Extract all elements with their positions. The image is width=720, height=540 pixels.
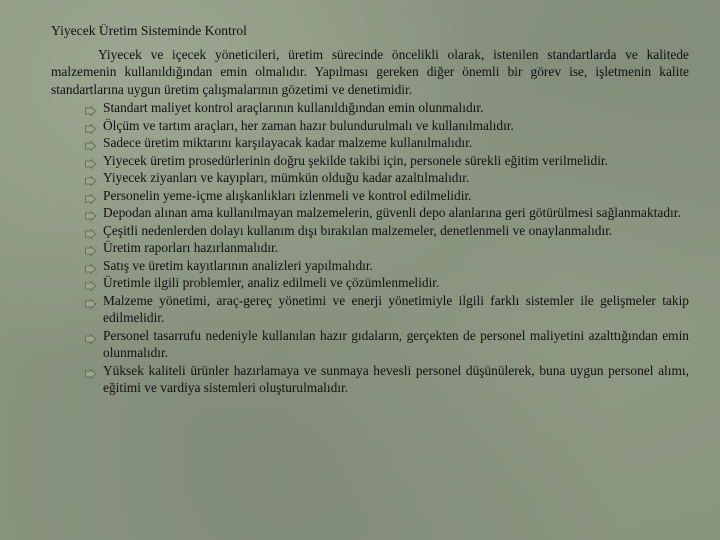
list-item	[51, 274, 689, 292]
list-item-text: Üretim raporları hazırlanmalıdır.	[103, 240, 279, 255]
list-item-text: Personel tasarrufu nedeniyle kullanılan hazır gıdaların, gerçekten de personel maliyetini azalttığından emin olunmalıdır.	[103, 327, 689, 360]
list-item	[51, 362, 689, 397]
list-item	[51, 204, 689, 222]
list-item-text: Yüksek kaliteli ürünler hazırlamaya ve sunmaya hevesli personel düşünülerek, buna uygun personel alımı, eğitimi ve vardiya sistemleri oluşturulmalıdır.	[103, 362, 689, 395]
arrow-bullet-icon	[85, 278, 96, 288]
list-item	[51, 169, 689, 187]
arrow-bullet-icon	[85, 156, 96, 166]
list-item-text: Depodan alınan ama kullanılmayan malzemelerin, güvenli depo alanlarına geri götürülmesi sağlanmaktadır.	[103, 205, 681, 220]
list-item	[51, 99, 689, 117]
arrow-bullet-icon	[85, 366, 96, 376]
arrow-bullet-icon	[85, 173, 96, 183]
bullet-list	[51, 99, 689, 397]
arrow-bullet-icon	[85, 243, 96, 253]
arrow-bullet-icon	[85, 103, 96, 113]
arrow-bullet-icon	[85, 261, 96, 271]
arrow-bullet-icon	[85, 331, 96, 341]
arrow-bullet-icon	[85, 208, 96, 218]
list-item	[51, 222, 689, 240]
list-item	[51, 257, 689, 275]
list-item-text: Ölçüm ve tartım araçları, her zaman hazır bulundurulmalı ve kullanılmalıdır.	[103, 117, 514, 133]
arrow-bullet-icon	[85, 226, 96, 236]
list-item	[51, 327, 689, 362]
list-item-text: Standart maliyet kontrol araçlarının kullanıldığından emin olunmalıdır.	[103, 100, 484, 115]
intro-paragraph: Yiyecek ve içecek yöneticileri, üretim sürecinde öncelikli olarak, istenilen standartlarda ve kalitede malzemenin kullanıldığından emin olmalıdır. Yapılması gereken diğer önemli bir görev ise, işletmenin kalite standartlarına uygun üretim çalışmalarının gözetimi ve denetimidir.	[51, 46, 689, 97]
arrow-bullet-icon	[85, 296, 96, 306]
list-item-text: Yiyecek üretim prosedürlerinin doğru şekilde takibi için, personele sürekli eğitim verilmelidir.	[103, 152, 608, 168]
list-item-text: Sadece üretim miktarını karşılayacak kadar malzeme kullanılmalıdır.	[103, 135, 473, 150]
list-item	[51, 292, 689, 327]
page-title: Yiyecek Üretim Sisteminde Kontrol	[51, 23, 247, 38]
list-item	[51, 152, 689, 170]
list-item-text: Çeşitli nedenlerden dolayı kullanım dışı bırakılan malzemeler, denetlenmeli ve onaylanmalıdır.	[103, 222, 613, 238]
arrow-bullet-icon	[85, 191, 96, 201]
list-item-text: Üretimle ilgili problemler, analiz edilmeli ve çözümlenmelidir.	[103, 275, 440, 290]
list-item	[51, 134, 689, 152]
list-item	[51, 117, 689, 135]
list-item	[51, 239, 689, 257]
list-item-text: Satış ve üretim kayıtlarının analizleri yapılmalıdır.	[103, 257, 373, 273]
list-item-text: Malzeme yönetimi, araç-gereç yönetimi ve enerji yönetimiyle ilgili farklı sistemler ile gelişmeler takip edilmelidir.	[103, 292, 689, 325]
list-item-text: Personelin yeme-içme alışkanlıkları izlenmeli ve kontrol edilmelidir.	[103, 187, 472, 203]
list-item-text: Yiyecek ziyanları ve kayıpları, mümkün olduğu kadar azaltılmalıdır.	[103, 170, 470, 185]
arrow-bullet-icon	[85, 138, 96, 148]
slide-content	[51, 22, 689, 397]
arrow-bullet-icon	[85, 121, 96, 131]
list-item	[51, 187, 689, 205]
